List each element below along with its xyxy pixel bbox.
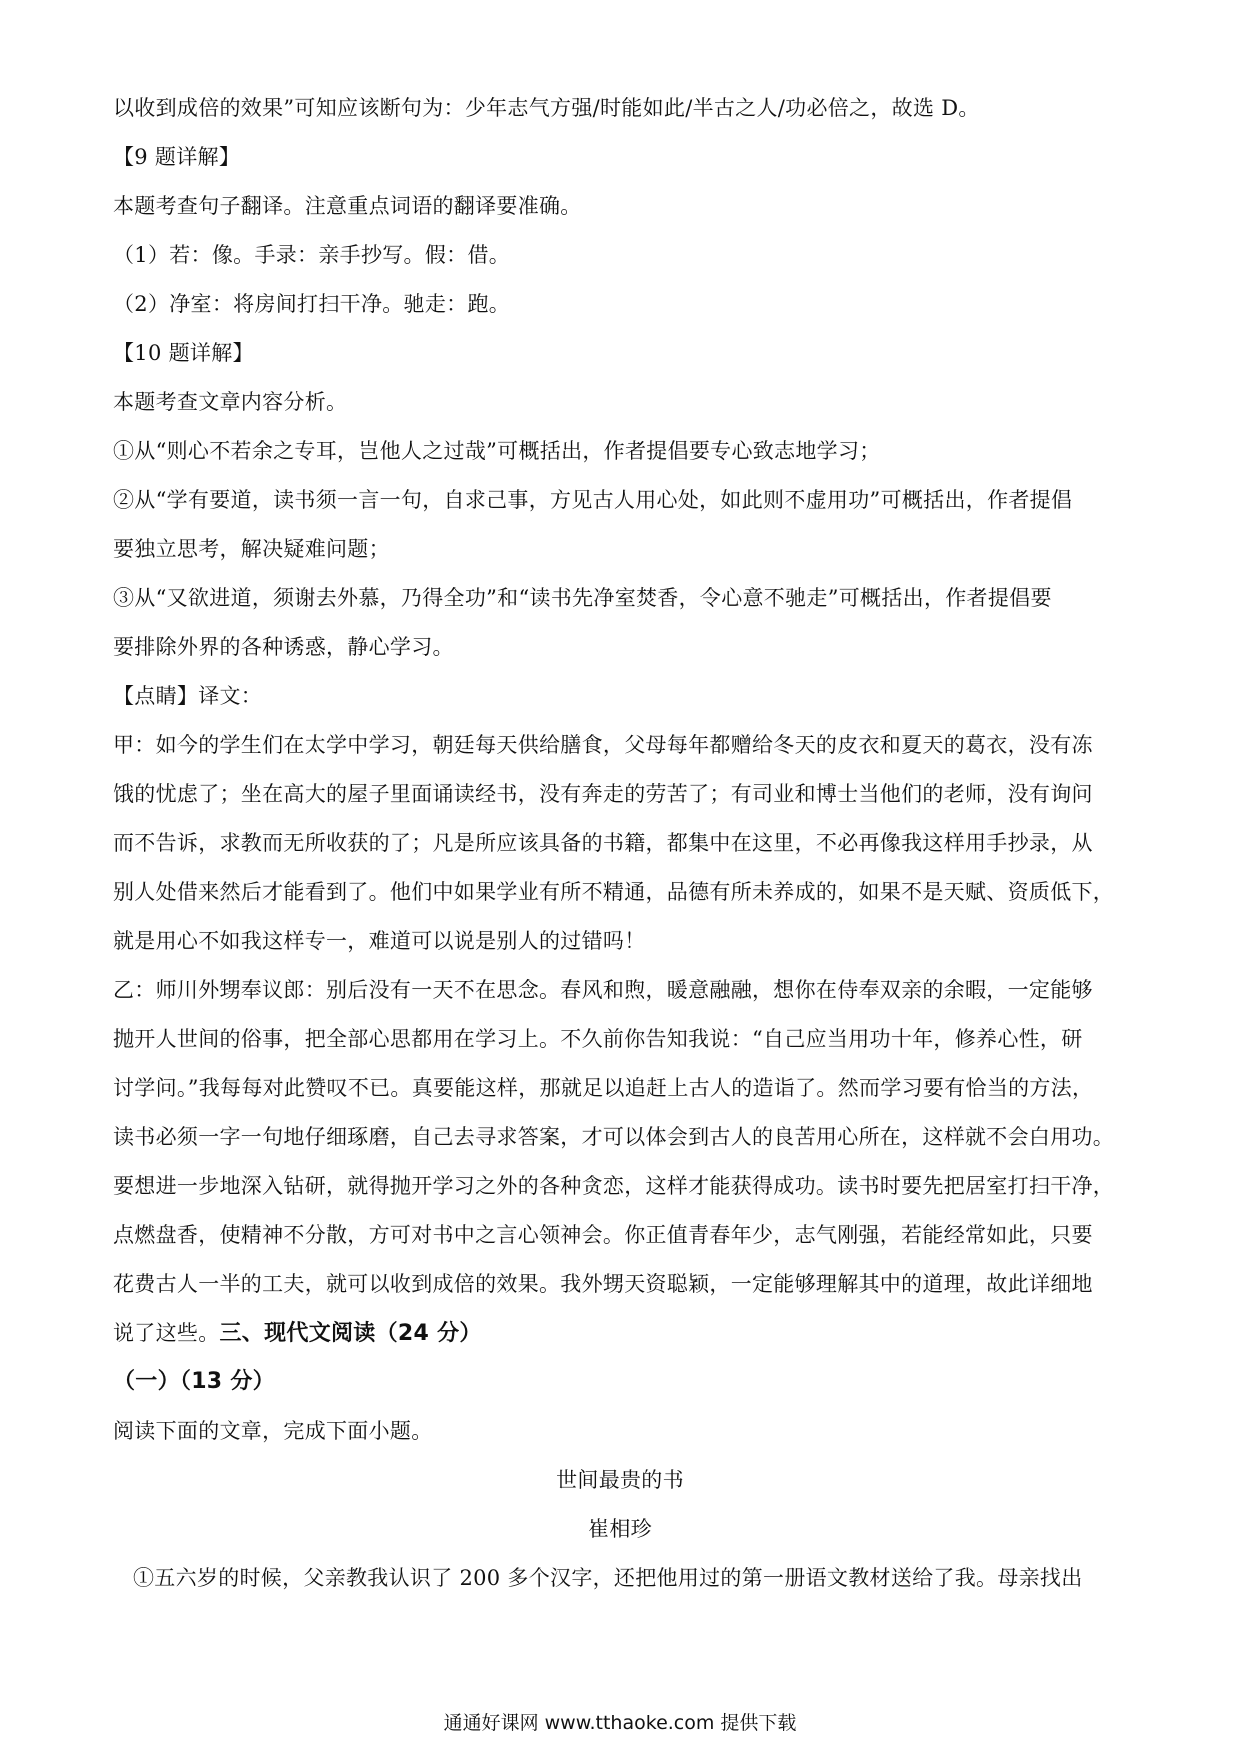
text-line-with-heading [113, 1318, 1123, 1349]
text-line: 本题考查句子翻译。注意重点词语的翻译要准确。 [113, 194, 582, 218]
text-line: 饿的忧虑了；坐在高大的屋子里面诵读经书，没有奔走的劳苦了；有司业和博士当他们的老师，没有询问 [113, 782, 1093, 806]
text-line: ②从“学有要道，读书须一言一句，自求己事，方见古人用心处，如此则不虚用功”可概括出，作者提倡 [113, 488, 1073, 512]
section-label: 【10 题详解】 [113, 341, 254, 365]
section-label: 【9 题详解】 [113, 145, 241, 169]
text-line: （2）净室：将房间打扫干净。驰走：跑。 [113, 292, 511, 316]
text-line: 而不告诉，求教而无所收获的了；凡是所应该具备的书籍，都集中在这里，不必再像我这样用手抄录，从 [113, 831, 1093, 855]
text-line: 要想进一步地深入钻研，就得抛开学习之外的各种贪恋，这样才能获得成功。读书时要先把居室打扫干净， [113, 1174, 1115, 1198]
text-line: 以收到成倍的效果”可知应该断句为：少年志气方强/时能如此/半古之人/功必倍之，故选 D。 [113, 96, 980, 120]
article-paragraph: ①五六岁的时候，父亲教我认识了 200 多个汉字，还把他用过的第一册语文教材送给了我。母亲找出 [133, 1566, 1083, 1590]
text-line: 抛开人世间的俗事，把全部心思都用在学习上。不久前你告知我说：“自己应当用功十年，修养心性，研 [113, 1027, 1083, 1051]
text-line: 乙：师川外甥奉议郎：别后没有一天不在思念。春风和煦，暖意融融，想你在侍奉双亲的余暇，一定能够 [113, 978, 1093, 1002]
text-line: 本题考查文章内容分析。 [113, 390, 348, 414]
text-line: 要排除外界的各种诱惑，静心学习。 [113, 635, 454, 659]
section-label: 【点睛】译文： [113, 684, 263, 708]
text-line: 就是用心不如我这样专一，难道可以说是别人的过错吗！ [113, 929, 646, 953]
page-footer: 通通好课网 www.tthaoke.com 提供下载 [443, 1712, 797, 1734]
sub-heading: （一）（13 分） [113, 1369, 275, 1394]
instruction-text: 阅读下面的文章，完成下面小题。 [113, 1419, 433, 1443]
text-line: ①从“则心不若余之专耳，岂他人之过哉”可概括出，作者提倡要专心致志地学习； [113, 439, 881, 463]
text-fragment: 说了这些。 [113, 1321, 220, 1345]
text-line: 点燃盘香，使精神不分散，方可对书中之言心领神会。你正值青春年少，志气刚强，若能经常如此，只要 [113, 1223, 1093, 1247]
text-line: 要独立思考，解决疑难问题； [113, 537, 390, 561]
text-line: （1）若：像。手录：亲手抄写。假：借。 [113, 243, 511, 267]
article-author: 崔相珍 [588, 1517, 652, 1541]
text-line: 花费古人一半的工夫，就可以收到成倍的效果。我外甥天资聪颖，一定能够理解其中的道理，故此详细地 [113, 1272, 1093, 1296]
article-title: 世间最贵的书 [556, 1468, 684, 1492]
text-line: 读书必须一字一句地仔细琢磨，自己去寻求答案，才可以体会到古人的良苦用心所在，这样就不会白用功。 [113, 1125, 1115, 1149]
text-line: ③从“又欲进道，须谢去外慕，乃得全功”和“读书先净室焚香，令心意不驰走”可概括出，作者提倡要 [113, 586, 1052, 610]
text-line: 讨学问。”我每每对此赞叹不已。真要能这样，那就足以追赶上古人的造诣了。然而学习要有恰当的方法， [113, 1076, 1094, 1100]
text-line: 甲：如今的学生们在太学中学习，朝廷每天供给膳食，父母每年都赠给冬天的皮衣和夏天的葛衣，没有冻 [113, 733, 1093, 757]
section-heading: 三、现代文阅读（24 分） [219, 1321, 482, 1346]
text-line: 别人处借来然后才能看到了。他们中如果学业有所不精通，品德有所未养成的，如果不是天赋、资质低下， [113, 880, 1115, 904]
